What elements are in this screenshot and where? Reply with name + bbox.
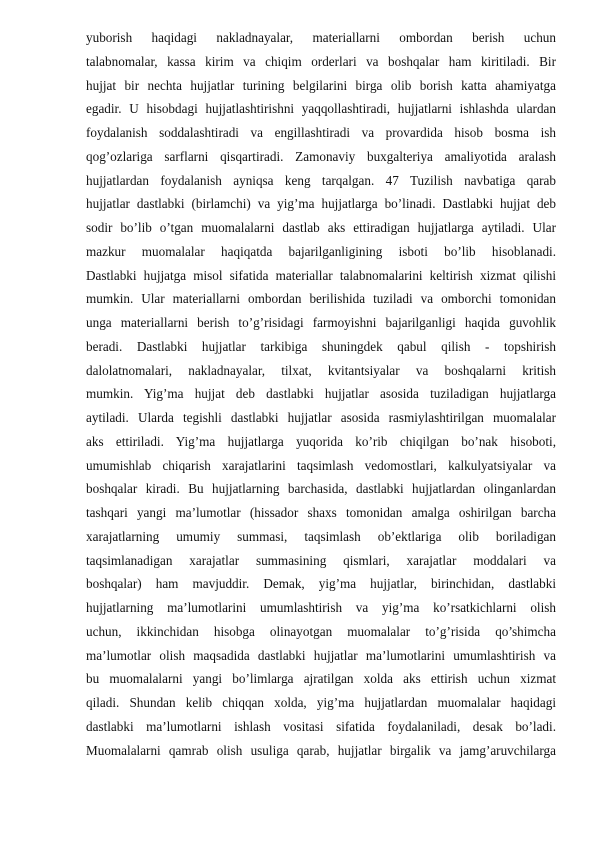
text-line: qiladi. Shundan kelib chiqqan xolda, yig’ma hujjatlardan muomalalar haqidagi <box>86 695 556 710</box>
text-line: yuborish haqidagi nakladnayalar, materiallarni ombordan berish uchun <box>86 30 556 45</box>
text-line: boshqalar kiradi. Bu hujjatlarning barchasida, dastlabki hujjatlardan olinganlardan <box>86 481 556 497</box>
text-line: sodir bo’lib o’tgan muomalalarni dastlab aks ettiradigan hujjatlarga aytiladi. Ular <box>86 220 556 235</box>
text-line: hujjatlar dastlabki (birlamchi) va yig’ma hujjatlarga bo’linadi. Dastlabki hujjat deb <box>86 196 556 212</box>
text-line: foydalanish soddalashtiradi va engillashtiradi va provardida hisob bosma ish <box>86 125 556 140</box>
text-line: tashqari yangi ma’lumotlar (hissador shaxs tomonidan amalga oshirilgan barcha <box>86 505 556 520</box>
text-line: xarajatlarning umumiy summasi, taqsimlash ob’ektlariga olib boriladigan <box>86 528 556 544</box>
text-line: taqsimlanadigan xarajatlar summasining qismlari, xarajatlar moddalari va <box>86 552 556 568</box>
text-line: mazkur muomalalar haqiqatda bajarilganligining isboti bo’lib hisoblanadi. <box>86 243 556 259</box>
document-page <box>86 26 556 762</box>
text-line: uchun, ikkinchidan hisobga olinayotgan muomalalar to’g’risida qo’shimcha <box>86 623 556 639</box>
text-line: hujjat bir nechta hujjatlar turining belgilarini birga olib borish katta ahamiyatga <box>86 77 556 93</box>
text-line: beradi. Dastlabki hujjatlar tarkibiga shuningdek qabul qilish - topshirish <box>86 338 556 354</box>
text-line: hujjatlarning ma’lumotlarini umumlashtirish va yig’ma ko’rsatkichlarni olish <box>86 600 556 615</box>
text-line: unga materiallarni berish to’g’risidagi farmoyishni bajarilganligi haqida guvohlik <box>86 315 556 330</box>
text-line: dalolatnomalari, nakladnayalar, tilxat, kvitantsiyalar va boshqalarni kritish <box>86 362 556 378</box>
text-line: Muomalalarni qamrab olish usuliga qarab, hujjatlar birgalik va jamg’aruvchilarga <box>86 742 556 758</box>
text-line: aytiladi. Ularda tegishli dastlabki hujjatlar asosida rasmiylashtirilgan muomalalar <box>86 410 556 425</box>
text-line: mumkin. Ular materiallarni ombordan berilishida tuziladi va omborchi tomonidan <box>86 291 556 307</box>
text-line: ma’lumotlar olish maqsadida dastlabki hujjatlar ma’lumotlarini umumlashtirish va <box>86 647 556 663</box>
text-line: bu muomalalarni yangi bo’limlarga ajratilgan xolda aks ettirish uchun xizmat <box>86 671 556 687</box>
text-line: hujjatlardan foydalanish ayniqsa keng tarqalgan. 47 Tuzilish navbatiga qarab <box>86 172 556 188</box>
text-line: umumishlab chiqarish xarajatlarini taqsimlash vedomostlari, kalkulyatsiyalar va <box>86 457 556 473</box>
text-line: aks ettiriladi. Yig’ma hujjatlarga yuqorida ko’rib chiqilgan bo’nak hisoboti, <box>86 433 556 449</box>
text-line: boshqalar) ham mavjuddir. Demak, yig’ma hujjatlar, birinchidan, dastlabki <box>86 576 556 592</box>
text-line: egadir. U hisobdagi hujjatlashtirishni yaqqollashtiradi, hujjatlarni ishlashda ulardan <box>86 101 556 117</box>
text-line: mumkin. Yig’ma hujjat deb dastlabki hujjatlar asosida tuziladigan hujjatlarga <box>86 386 556 402</box>
text-line: dastlabki ma’lumotlarni ishlash vositasi sifatida foydalaniladi, desak bo’ladi. <box>86 718 556 734</box>
text-line: qog’ozlariga sarflarni qisqartiradi. Zamonaviy buxgalteriya amaliyotida aralash <box>86 148 556 164</box>
text-line: Dastlabki hujjatga misol sifatida materiallar talabnomalarini keltirish xizmat qilishi <box>86 267 556 283</box>
text-line: talabnomalar, kassa kirim va chiqim orderlari va boshqalar ham kiritiladi. Bir <box>86 53 556 69</box>
